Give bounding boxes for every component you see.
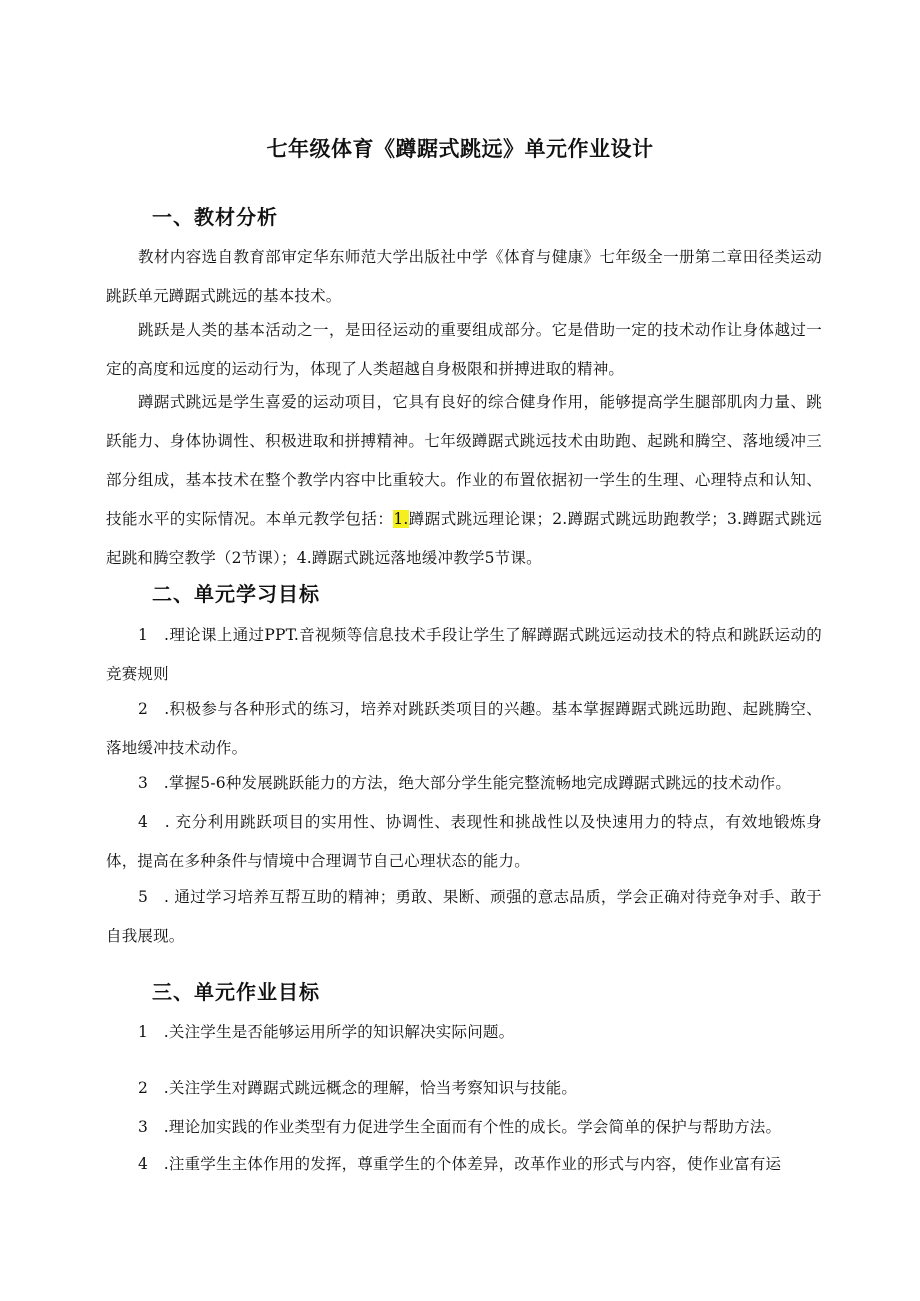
section-1-paragraph-1: 教材内容选自教育部审定华东师范大学出版社中学《体育与健康》七年级全一册第二章田径类运动跳跃单元蹲踞式跳远的基本技术。 [106, 248, 822, 305]
paragraph-3-text-after: 蹲踞式跳远理论课；2.蹲踞式跳远助跑教学；3.蹲踞式跳远起跳和腾空教学（2节课）；4.蹲踞式跳远落地缓冲教学5节课。 [106, 510, 822, 567]
section-2-item-4: 4 . 充分利用跳跃项目的实用性、协调性、表现性和挑战性以及快速用力的特点，有效地锻炼身体，提高在多种条件与情境中合理调节自己心理状态的能力。 [106, 813, 822, 870]
section-2-item-5: 5 . 通过学习培养互帮互助的精神；勇敢、果断、顽强的意志品质，学会正确对待竞争对手、敢于自我展现。 [106, 888, 822, 945]
section-heading-3: 三、单元作业目标 [152, 980, 320, 1004]
section-2-item-3: 3 .掌握5-6种发展跳跃能力的方法，绝大部分学生能完整流畅地完成蹲踞式跳远的技术动作。 [138, 774, 792, 792]
section-3-item-1: 1 .关注学生是否能够运用所学的知识解决实际问题。 [138, 1023, 515, 1041]
document-title: 七年级体育《蹲踞式跳远》单元作业设计 [266, 137, 654, 161]
section-heading-1: 一、教材分析 [152, 205, 278, 229]
section-3-item-3: 3 .理论加实践的作业类型有力促进学生全面而有个性的成长。学会简单的保护与帮助方法。 [138, 1118, 782, 1136]
section-heading-2: 二、单元学习目标 [152, 582, 320, 606]
section-3-item-4: 4 .注重学生主体作用的发挥，尊重学生的个体差异，改革作业的形式与内容，使作业富有运 [138, 1155, 782, 1173]
section-2-item-1: 1 .理论课上通过PPT.音视频等信息技术手段让学生了解蹲踞式跳远运动技术的特点和跳跃运动的竞赛规则 [106, 626, 822, 683]
section-3-item-2: 2 .关注学生对蹲踞式跳远概念的理解，恰当考察知识与技能。 [138, 1079, 578, 1097]
section-2-item-2: 2 .积极参与各种形式的练习，培养对跳跃类项目的兴趣。基本掌握蹲踞式跳远助跑、起跳腾空、落地缓冲技术动作。 [106, 700, 822, 757]
highlighted-text: 1. [393, 510, 409, 528]
section-1-paragraph-3 [106, 383, 822, 578]
paragraph-3-text-before: 蹲踞式跳远是学生喜爱的运动项目，它具有良好的综合健身作用，能够提高学生腿部肌肉力量、跳跃能力、身体协调性、积极进取和拼搏精神。七年级蹲踞式跳远技术由助跑、起跳和腾空、落地缓冲三部分组成，基本技术在整个教学内容中比重较大。作业的布置依据初一学生的生理、心理特点和认知、技能水平的实际情况。本单元教学包括： [106, 393, 822, 528]
section-1-paragraph-2: 跳跃是人类的基本活动之一，是田径运动的重要组成部分。它是借助一定的技术动作让身体越过一定的高度和远度的运动行为，体现了人类超越自身极限和拼搏进取的精神。 [106, 321, 822, 378]
